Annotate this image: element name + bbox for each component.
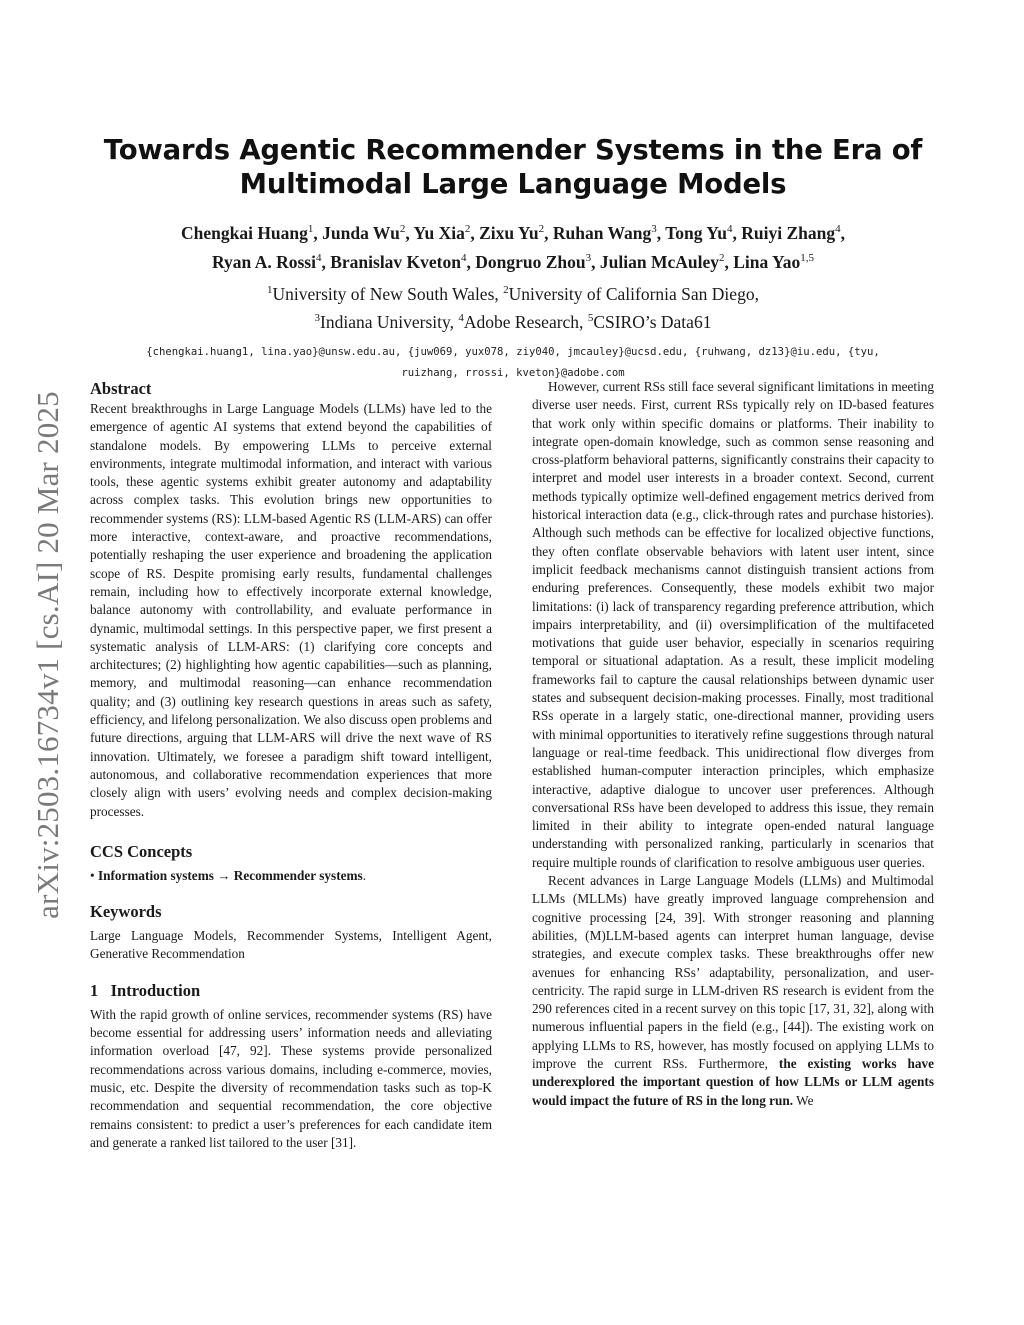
author: Chengkai Huang$^1$,: [180, 222, 323, 243]
ccs-concepts: • Information systems → Recommender systems.: [90, 867, 366, 883]
affiliation: $^3$Indiana University,: [314, 312, 459, 333]
left-column: [90, 378, 492, 1152]
title-block: [80, 133, 946, 384]
email-line: {chengkai.huang1, lina.yao}@unsw.edu.au, {juw069, yux078, ziy040, jmcauley}@ucsd.edu, {ruhwang, dz13}@iu.edu, {tyu,: [146, 346, 880, 359]
arxiv-identifier: arXiv:2503.16734v1 [cs.AI] 20 Mar 2025: [30, 391, 65, 919]
author: Dongruo Zhou$^3$,: [475, 251, 600, 272]
keywords-heading: Keywords: [90, 902, 162, 922]
paper-title: Towards Agentic Recommender Systems in the Era of Multimodal Large Language Models: [103, 134, 923, 200]
author: Julian McAuley$^2$,: [599, 251, 734, 272]
affiliation: $^1$University of New South Wales,: [267, 284, 504, 305]
intro-paragraph-3: Recent advances in Large Language Models (LLMs) and Multimodal LLMs (MLLMs) have greatly improved language comprehension and cognitive processing [24, 39]. With stronger reasoning and planning abilities, (M)LLM-based agents can interpret human language, devise strategies, and execute complex tasks. These breakthroughs offer new avenues for enhancing RSs’ adaptability, personalization, and user-centricity. The rapid surge in LLM-driven RS research is evident from the 290 references cited in a recent survey on this topic [17, 31, 32], along with numerous influential papers in the field (e.g., [44]). The existing work on applying LLMs to RS, however, has mostly focused on applying LLMs to improve the current RSs. Furthermore, the existing works have underexplored the important question of how LLMs or LLM agents would impact the future of RS in the long run. We: [532, 873, 934, 1108]
author: Branislav Kveton$^4$,: [330, 251, 476, 272]
author: Yu Xia$^2$,: [413, 222, 480, 243]
author: Tong Yu$^4$,: [665, 222, 742, 243]
intro-paragraph-1: With the rapid growth of online services, recommender systems (RS) have become essential for addressing users’ information needs and alleviating information overload [47, 92]. These systems provide personalized recommendations across various domains, including e-commerce, movies, music, etc. Despite the diversity of recommendation tasks such as top-K recommendation and sequential recommendation, the core objective remains consistent: to predict a user’s preferences for each candidate item and generate a ranked list tailored to the user [31].: [90, 1006, 492, 1150]
author: Lina Yao$^{1,5}$: [733, 251, 814, 272]
author: Ruiyi Zhang$^4$,: [741, 222, 845, 243]
introduction-heading: 1 Introduction: [90, 980, 201, 1000]
author: Zixu Yu$^2$,: [479, 222, 553, 243]
ccs-heading: CCS Concepts: [90, 841, 193, 861]
author-list: [80, 217, 946, 275]
right-column: [532, 378, 934, 1110]
arxiv-stamp: [28, 360, 68, 950]
abstract-heading: Abstract: [90, 379, 152, 398]
author: Ruhan Wang$^3$,: [552, 222, 666, 243]
abstract-text: Recent breakthroughs in Large Language Models (LLMs) have led to the emergence of agentic AI systems that extend beyond the capabilities of standalone models. By empowering LLMs to perceive external environments, integrate multimodal information, and interact with various tools, these agentic systems exhibit greater autonomy and adaptability across complex tasks. This evolution brings new opportunities to recommender systems (RS): LLM-based Agentic RS (LLM-ARS) can offer more interactive, context-aware, and proactive recommendations, potentially reshaping the user experience and broadening the application scope of RS. Despite promising early results, fundamental challenges remain, including how to effectively incorporate external knowledge, balance autonomy with controllability, and evaluate performance in dynamic, multimodal settings. In this perspective paper, we first present a systematic analysis of LLM-ARS: (1) clarifying core concepts and architectures; (2) highlighting how agentic capabilities—such as planning, memory, and multimodal reasoning—can enhance recommendation quality; and (3) outlining key research questions in areas such as safety, efficiency, and lifelong personalization. We also discuss open problems and future directions, arguing that LLM-ARS will drive the next wave of RS innovation. Ultimately, we foresee a paradigm shift toward intelligent, autonomous, and collaborative recommendation experiences that more closely align with users’ evolving needs and complex decision-making processes.: [90, 401, 492, 819]
affiliation: $^2$University of California San Diego,: [503, 284, 759, 305]
intro-paragraph-2: However, current RSs still face several significant limitations in meeting diverse user needs. First, current RSs typically rely on ID-based features that work only within specific domains or platforms. Their inability to integrate open-domain knowledge, such as common sense reasoning and cross-platform behavioral patterns, significantly constrains their capacity to interpret and model user interests in a broader context. Second, current methods typically optimize well-defined engagement metrics derived from historical interaction data (e.g., click-through rates and purchase histories). Although such methods can be effective for localized objective functions, they often conflate observable behaviors with latent user intent, since implicit feedback mechanisms cannot distinguish transient actions from enduring preferences. Consequently, these models exhibit two major limitations: (i) lack of transparency regarding preference attribution, which impairs interpretability, and (ii) oversimplification of the multifaceted motivations that guide user behavior, especially in scenarios requiring temporal or situational adaptation. As a result, these implicit modeling frameworks fail to capture the causal relationships between dynamic user states and subsequent decision-making processes. Finally, most traditional RSs operate in a largely static, one-directional manner, providing users with minimal opportunities to iteratively refine suggestions through natural language or real-time feedback. This unidirectional flow diverges from established human-computer interaction principles, which emphasize interactive, adaptive dialogue to uncover user preferences. Although conversational RSs have been developed to address this issue, they remain limited in their ability to integrate open-ended natural language understanding with personalized ranking, particularly in scenarios that require multiple rounds of clarification to resolve ambiguous user queries.: [532, 379, 934, 870]
affiliation-list: [80, 279, 946, 335]
keywords-text: Large Language Models, Recommender Systems, Intelligent Agent, Generative Recommendation: [90, 928, 492, 962]
affiliation: $^4$Adobe Research,: [458, 312, 588, 333]
author: Junda Wu$^2$,: [322, 222, 414, 243]
author: Ryan A. Rossi$^4$,: [212, 251, 331, 272]
email-line: ruizhang, rrossi, kveton}@adobe.com: [401, 367, 625, 380]
affiliation: $^5$CSIRO’s Data61: [587, 312, 712, 333]
